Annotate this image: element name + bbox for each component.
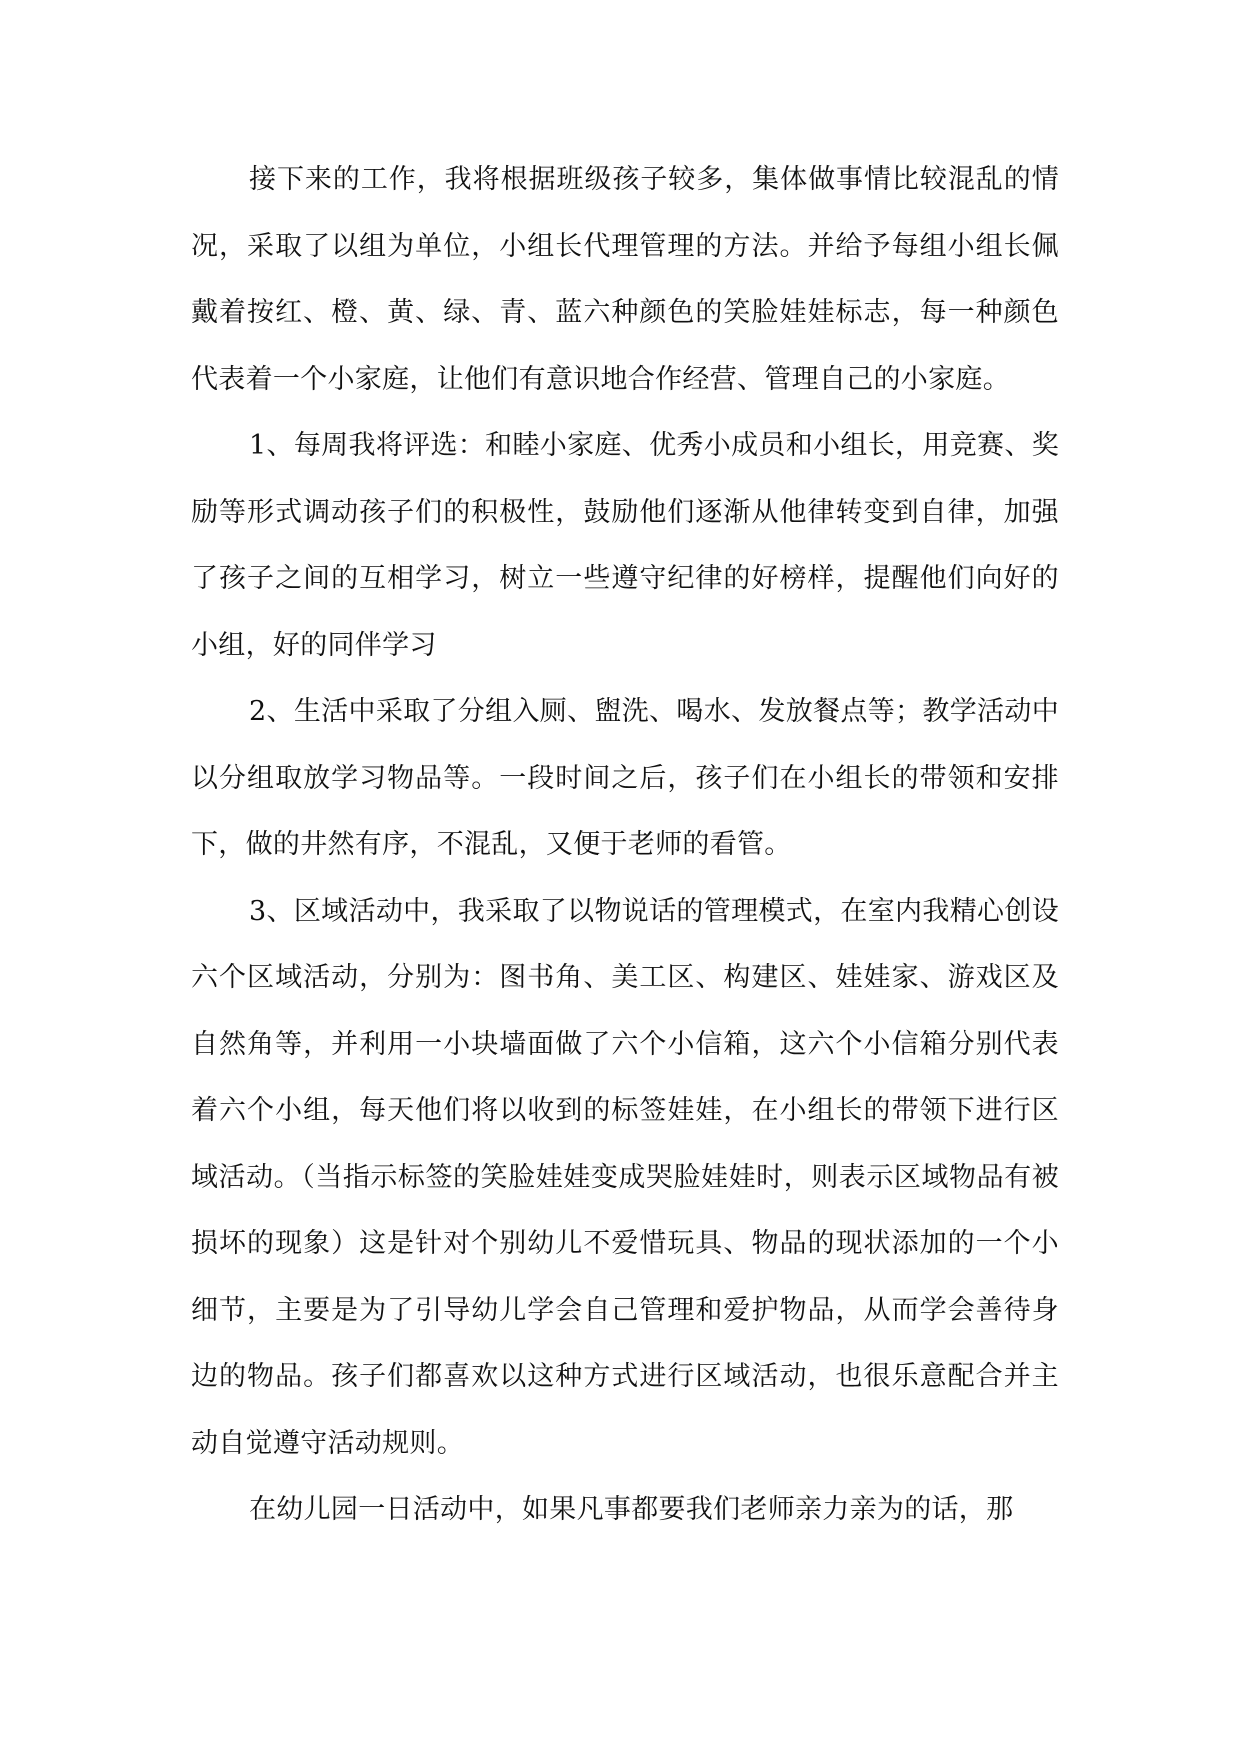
paragraph-intro: 接下来的工作，我将根据班级孩子较多，集体做事情比较混乱的情况，采取了以组为单位，小组长代理管理的方法。并给予每组小组长佩戴着按红、橙、黄、绿、青、蓝六种颜色的笑脸娃娃标志，每一种颜色代表着一个小家庭，让他们有意识地合作经营、管理自己的小家庭。 [191,164,1059,395]
document-body [191,147,1059,1544]
paragraph-item-1: 1、每周我将评选：和睦小家庭、优秀小成员和小组长，用竞赛、奖励等形式调动孩子们的积极性，鼓励他们逐渐从他律转变到自律，加强了孩子之间的互相学习，树立一些遵守纪律的好榜样，提醒他们向好的小组，好的同伴学习 [191,430,1059,661]
paragraph-item-3: 3、区域活动中，我采取了以物说话的管理模式，在室内我精心创设六个区域活动，分别为：图书角、美工区、构建区、娃娃家、游戏区及自然角等，并利用一小块墙面做了六个小信箱，这六个小信箱分别代表着六个小组，每天他们将以收到的标签娃娃，在小组长的带领下进行区域活动。（当指示标签的笑脸娃娃变成哭脸娃娃时，则表示区域物品有被损坏的现象）这是针对个别幼儿不爱惜玩具、物品的现状添加的一个小细节，主要是为了引导幼儿学会自己管理和爱护物品，从而学会善待身边的物品。孩子们都喜欢以这种方式进行区域活动，也很乐意配合并主动自觉遵守活动规则。 [191,895,1059,1459]
paragraph-closing: 在幼儿园一日活动中，如果凡事都要我们老师亲力亲为的话，那 [249,1494,1014,1525]
paragraph-item-2: 2、生活中采取了分组入厕、盥洗、喝水、发放餐点等；教学活动中以分组取放学习物品等。一段时间之后，孩子们在小组长的带领和安排下，做的井然有序，不混乱，又便于老师的看管。 [191,696,1059,860]
